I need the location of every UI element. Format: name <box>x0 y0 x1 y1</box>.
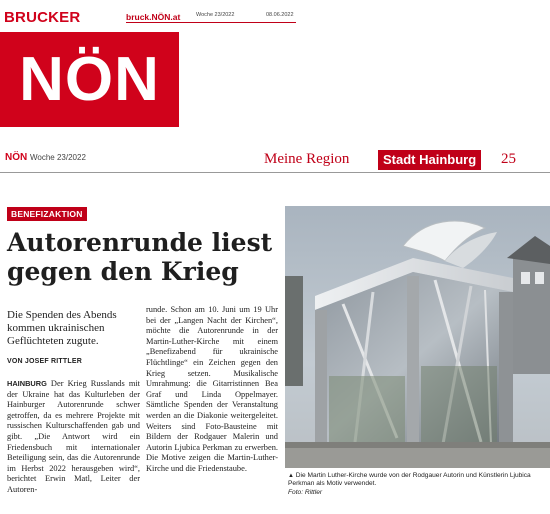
column-1-text: Der Krieg Russlands mit der Ukraine hat das Kulturleben der Hainburger Autorenrunde schwer getroffen, da es mehrere Projekte mit russischen Kulturschaffenden gab und gibt. „Die Antwort wird ein Friedensbuch mit internationaler Beteiligung sein, das die Autorenrunde im Herbst 2022 herausgeben wird“, berichtet Erwin Matl, Leiter der Autoren- <box>7 379 140 494</box>
article-lead: Die Spenden des Abends kommen ukrainischen Geflüchteten zugute. <box>7 309 117 347</box>
article-byline: VON JOSEF RITTLER <box>7 358 82 365</box>
masthead-brand: BRUCKER <box>4 9 81 26</box>
header-region: Meine Region <box>264 151 350 167</box>
photo-caption <box>288 472 547 488</box>
masthead-url: bruck.NÖN.at <box>126 12 181 22</box>
masthead-week: Woche 23/2022 <box>196 12 235 18</box>
header-section-badge: Stadt Hainburg <box>378 150 481 170</box>
article-dateline: HAINBURG <box>7 379 47 388</box>
header-divider <box>0 172 550 173</box>
masthead-date: 08.06.2022 <box>266 12 294 18</box>
caption-marker-icon: ▲ <box>288 473 294 479</box>
church-photo <box>285 206 550 468</box>
article-kicker: BENEFIZAKTION <box>7 207 87 221</box>
article-column-2 <box>146 305 278 475</box>
column-2-text: runde. Schon am 10. Juni um 19 Uhr bei der „Langen Nacht der Kirchen“, möchte die Autorenrunde in der Martin-Luther-Kirche mit einem „Benefizabend für ukrainische Flüchtlinge“ ein Zeichen gegen den Krieg setzen. Musikalische Umrahmung: die Gitarristinnen Bea Graf und Linda Oppelmayer. Sämtliche Spenden der Veranstaltung werden an die Diakonie weitergeleitet. Weiters sind Foto-Bausteine mit Bildern der Rodgauer Malerin und Autorin Ljubica Perkman zu erwerben. Die Motive zeigen die Martin-Luther-Kirche und die Friedenstaube. <box>146 305 278 473</box>
noen-logo <box>0 32 179 127</box>
headline-line-1: Autorenrunde liest <box>7 228 273 257</box>
article-headline <box>7 228 277 286</box>
page-number: 25 <box>501 151 516 167</box>
masthead-divider <box>126 22 296 23</box>
logo-text: NÖN <box>19 44 160 114</box>
header-week: Woche 23/2022 <box>30 153 86 162</box>
caption-text: Die Martin Luther-Kirche wurde von der Rodgauer Autorin und Künstlerin Ljubica Perkman als Motiv verwendet. <box>288 472 531 488</box>
header-brand: NÖN <box>5 152 28 163</box>
headline-line-2: gegen den Krieg <box>7 257 239 286</box>
photo-credit: Foto: Rittler <box>288 489 323 496</box>
article-column-1 <box>7 379 140 496</box>
